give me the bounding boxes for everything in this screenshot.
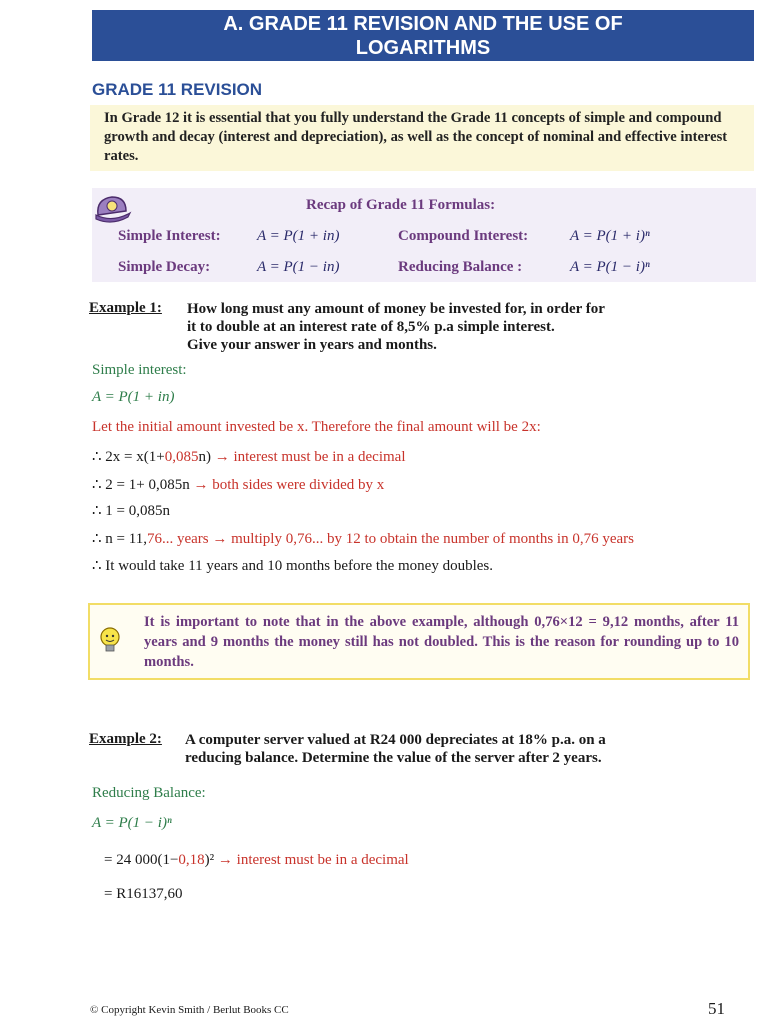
example-2-label: Example 2:	[89, 731, 162, 747]
step-1-math: ∴ 2x = x(1+	[92, 449, 165, 465]
compound-interest-label: Compound Interest:	[398, 228, 529, 244]
example-1-formula: A = P(1 + in)	[92, 389, 175, 405]
recap-title: Recap of Grade 11 Formulas:	[306, 197, 496, 213]
step-2-note: → both sides were divided by x	[193, 477, 385, 493]
example-2-formula: A = P(1 − i)ⁿ	[92, 815, 172, 831]
compound-interest-formula: A = P(1 + i)ⁿ	[570, 228, 650, 244]
note-text: It is important to note that in the above example, although 0,76×12 = 9,12 months, after 11 years and 9 months the money still has not doubled. This is the reason for rounding up to 10 months.	[144, 614, 739, 670]
simple-decay-formula: A = P(1 − in)	[257, 259, 340, 275]
example-1-question-line-2: it to double at an interest rate of 8,5% p.a simple interest.	[187, 319, 555, 335]
banner-line-2: LOGARITHMS	[355, 37, 491, 59]
ex2-step-1-math: = 24 000(1−	[104, 852, 179, 868]
section-title: GRADE 11 REVISION	[92, 80, 263, 99]
example-2-result: = R16137,60	[104, 886, 183, 902]
step-2-math: ∴ 2 = 1+ 0,085n	[92, 477, 190, 493]
reducing-balance-label: Reducing Balance :	[398, 259, 523, 275]
example-2-method: Reducing Balance:	[92, 785, 206, 801]
reducing-balance-formula: A = P(1 − i)ⁿ	[570, 259, 650, 275]
example-1-label: Example 1:	[89, 300, 162, 316]
thinking-cap-icon	[92, 193, 132, 232]
ex2-step-1-note: → interest must be in a decimal	[217, 852, 409, 868]
step-1-rate: 0,085	[164, 449, 199, 465]
simple-decay-label: Simple Decay:	[118, 259, 211, 275]
chapter-banner	[92, 10, 754, 61]
step-1-note: → interest must be in a decimal	[214, 449, 406, 465]
intro-box	[90, 105, 754, 171]
lightbulb-icon	[98, 626, 122, 661]
step-4-note: → multiply 0,76... by 12 to obtain the number of months in 0,76 years	[212, 531, 634, 547]
copyright: © Copyright Kevin Smith / Berlut Books CC	[90, 1004, 289, 1016]
intro-text: In Grade 12 it is essential that you fully understand the Grade 11 concepts of simple and compound growth and decay (interest and depreciation), as well as the concept of nominal and effective interest rates.	[104, 110, 728, 164]
example-1-method: Simple interest:	[92, 362, 187, 378]
example-1-conclusion: ∴ It would take 11 years and 10 months before the money doubles.	[92, 558, 493, 574]
page-number: 51	[708, 999, 725, 1018]
example-1-step-4	[92, 529, 634, 548]
step-4-math: ∴ n = 11,	[92, 531, 147, 547]
example-1-step-3: ∴ 1 = 0,085n	[92, 503, 171, 519]
example-2-question-line-2: reducing balance. Determine the value of the server after 2 years.	[185, 750, 602, 766]
ex2-step-1-end: )²	[204, 852, 215, 868]
banner-line-1: A. GRADE 11 REVISION AND THE USE OF	[223, 13, 623, 35]
example-1-question-line-3: Give your answer in years and months.	[187, 337, 437, 353]
simple-interest-label: Simple Interest:	[118, 228, 221, 244]
ex2-step-1-rate: 0,18	[178, 852, 205, 868]
example-1-question-line-1: How long must any amount of money be invested for, in order for	[187, 301, 605, 317]
example-2-step-1	[104, 852, 409, 869]
example-1-step-1	[92, 447, 406, 466]
step-4-years: 76... years	[146, 531, 209, 547]
step-1-end: n)	[198, 449, 211, 465]
simple-interest-formula: A = P(1 + in)	[257, 228, 340, 244]
example-1-let-line: Let the initial amount invested be x. Therefore the final amount will be 2x:	[92, 419, 541, 435]
example-2-question-line-1: A computer server valued at R24 000 depreciates at 18% p.a. on a	[185, 732, 606, 748]
example-1-step-2	[92, 475, 384, 494]
